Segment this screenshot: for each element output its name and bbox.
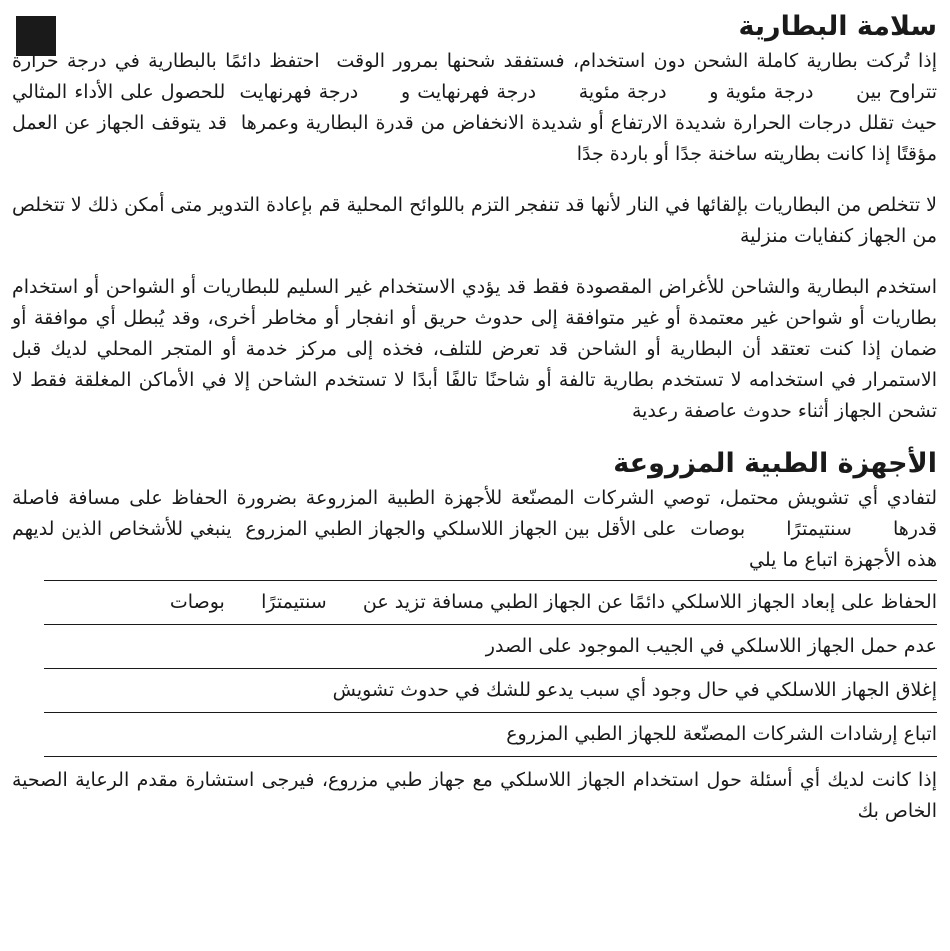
medical-guidelines-list (44, 580, 937, 757)
battery-disposal-paragraph: لا تتخلص من البطاريات بإلقائها في النار لأنها قد تنفجر التزم باللوائح المحلية قم بإعادة التدوير متى أمكن ذلك لا تتخلص من الجهاز كنفايات منزلية (12, 194, 937, 247)
medical-devices-heading: الأجهزة الطبية المزروعة (613, 448, 937, 479)
medical-closing-paragraph: إذا كانت لديك أي أسئلة حول استخدام الجهاز اللاسلكي مع جهاز طبي مزروع، فيرجى استشارة مقدم الرعاية الصحية الخاص بك (12, 769, 937, 822)
list-item: عدم حمل الجهاز اللاسلكي في الجيب الموجود على الصدر (44, 624, 937, 668)
list-item: اتباع إرشادات الشركات المصنّعة للجهاز الطبي المزروع (44, 712, 937, 757)
list-item: إغلاق الجهاز اللاسلكي في حال وجود أي سبب يدعو للشك في حدوث تشويش (44, 668, 937, 712)
battery-safety-heading: سلامة البطارية (738, 11, 937, 42)
list-item: الحفاظ على إبعاد الجهاز اللاسلكي دائمًا عن الجهاز الطبي مسافة تزيد عن سنتيمترًا بوصات (44, 580, 937, 624)
battery-temperature-paragraph: إذا تُركت بطارية كاملة الشحن دون استخدام، فستفقد شحنها بمرور الوقت احتفظ دائمًا بالبطارية في درجة حرارة تتراوح بين درجة مئوية و درجة مئوية درجة فهرنهايت و درجة فهرنهايت للحصول على الأداء المثالي حيث تقلل درجات الحرارة شديدة الارتفاع أو شديدة الانخفاض من قدرة البطارية وعمرها قد يتوقف الجهاز عن العمل مؤقتًا إذا كانت بطاريته ساخنة جدًا أو باردة جدًا (0, 50, 937, 165)
document-page (0, 8, 937, 827)
battery-charger-usage-paragraph: استخدم البطارية والشاحن للأغراض المقصودة فقط قد يؤدي الاستخدام غير السليم للبطاريات أو الشواحن أو استخدام بطاريات أو شواحن غير معتمدة أو غير متوافقة إلى حدوث حريق أو انفجار أو مخاطر أخرى، وقد يُبطل أي موافقة أو ضمان إذا كنت تعتقد أن البطارية أو الشاحن قد تعرض للتلف، فخذه إلى مركز خدمة أو المتجر المحلي لديك قبل الاستمرار في استخدامه لا تستخدم بطارية تالفة أو شاحنًا تالفًا أبدًا لا تستخدم الشاحن إلا في الأماكن المغلقة فقط لا تشحن الجهاز أثناء حدوث عاصفة رعدية (12, 276, 937, 422)
medical-intro-paragraph: لتفادي أي تشويش محتمل، توصي الشركات المصنّعة للأجهزة الطبية المزروعة بضرورة الحفاظ على مسافة فاصلة قدرها سنتيمترًا بوصات على الأقل بين الجهاز اللاسلكي والجهاز الطبي المزروع ينبغي للأشخاص الذين لديهم هذه الأجهزة اتباع ما يلي (5, 487, 937, 571)
